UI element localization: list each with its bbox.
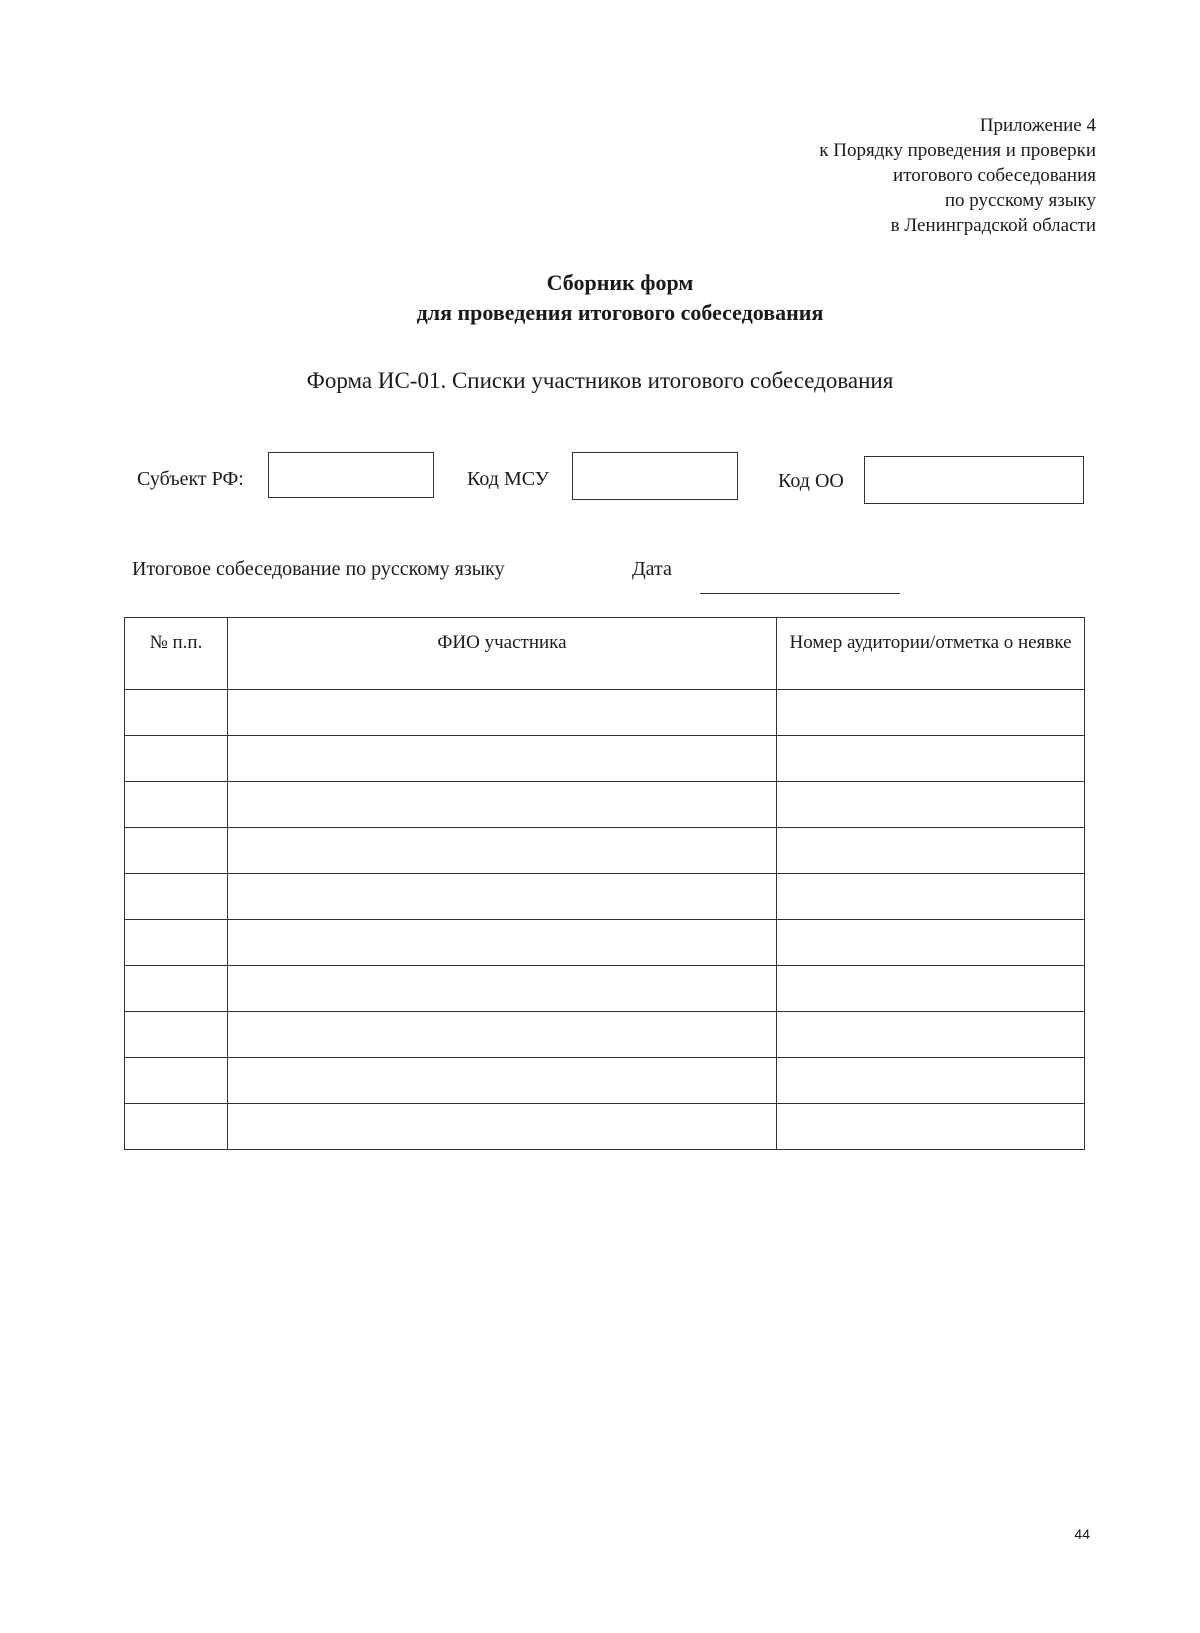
cell-room[interactable] <box>777 874 1085 920</box>
column-header-fio: ФИО участника <box>228 618 777 690</box>
date-field[interactable] <box>700 593 900 594</box>
cell-fio[interactable] <box>228 1058 777 1104</box>
appendix-line: в Ленинградской области <box>890 215 1096 236</box>
appendix-note <box>819 113 1096 238</box>
appendix-line: Приложение 4 <box>979 115 1096 136</box>
table-row <box>125 690 1085 736</box>
table-row <box>125 1058 1085 1104</box>
participants-table <box>124 617 1085 1150</box>
cell-room[interactable] <box>777 736 1085 782</box>
cell-room[interactable] <box>777 782 1085 828</box>
cell-number[interactable] <box>125 1104 228 1150</box>
cell-room[interactable] <box>777 1058 1085 1104</box>
cell-fio[interactable] <box>228 782 777 828</box>
cell-fio[interactable] <box>228 920 777 966</box>
cell-room[interactable] <box>777 1104 1085 1150</box>
date-label: Дата <box>632 558 672 580</box>
oo-code-field[interactable] <box>864 456 1084 504</box>
cell-room[interactable] <box>777 966 1085 1012</box>
cell-number[interactable] <box>125 1058 228 1104</box>
cell-number[interactable] <box>125 966 228 1012</box>
table-row <box>125 1012 1085 1058</box>
cell-fio[interactable] <box>228 1012 777 1058</box>
cell-fio[interactable] <box>228 828 777 874</box>
cell-number[interactable] <box>125 828 228 874</box>
table-row <box>125 920 1085 966</box>
cell-room[interactable] <box>777 690 1085 736</box>
table-row <box>125 736 1085 782</box>
column-header-room: Номер аудитории/отметка о неявке <box>777 618 1085 690</box>
column-header-number: № п.п. <box>125 618 228 690</box>
cell-number[interactable] <box>125 1012 228 1058</box>
cell-number[interactable] <box>125 690 228 736</box>
page-number: 44 <box>1074 1526 1090 1542</box>
msu-code-field[interactable] <box>572 452 738 500</box>
table-row <box>125 1104 1085 1150</box>
oo-code-label: Код ОО <box>778 470 844 492</box>
exam-description: Итоговое собеседование по русскому языку <box>132 558 505 580</box>
appendix-line: по русскому языку <box>944 190 1096 211</box>
cell-fio[interactable] <box>228 966 777 1012</box>
cell-fio[interactable] <box>228 690 777 736</box>
cell-fio[interactable] <box>228 1104 777 1150</box>
cell-room[interactable] <box>777 828 1085 874</box>
cell-fio[interactable] <box>228 874 777 920</box>
cell-number[interactable] <box>125 736 228 782</box>
appendix-line: итогового собеседования <box>893 165 1096 186</box>
subject-label: Субъект РФ: <box>137 468 244 490</box>
cell-number[interactable] <box>125 782 228 828</box>
cell-fio[interactable] <box>228 736 777 782</box>
table-row <box>125 966 1085 1012</box>
cell-number[interactable] <box>125 874 228 920</box>
table-row <box>125 874 1085 920</box>
collection-subtitle: для проведения итогового собеседования <box>416 300 824 325</box>
subject-field[interactable] <box>268 452 434 498</box>
msu-code-label: Код МСУ <box>467 468 549 490</box>
cell-room[interactable] <box>777 920 1085 966</box>
table-row <box>125 828 1085 874</box>
cell-number[interactable] <box>125 920 228 966</box>
form-title: Форма ИС-01. Списки участников итогового собеседования <box>306 368 894 393</box>
table-header-row <box>125 618 1085 690</box>
collection-title: Сборник форм <box>546 270 694 295</box>
cell-room[interactable] <box>777 1012 1085 1058</box>
appendix-line: к Порядку проведения и проверки <box>819 140 1096 161</box>
table-row <box>125 782 1085 828</box>
